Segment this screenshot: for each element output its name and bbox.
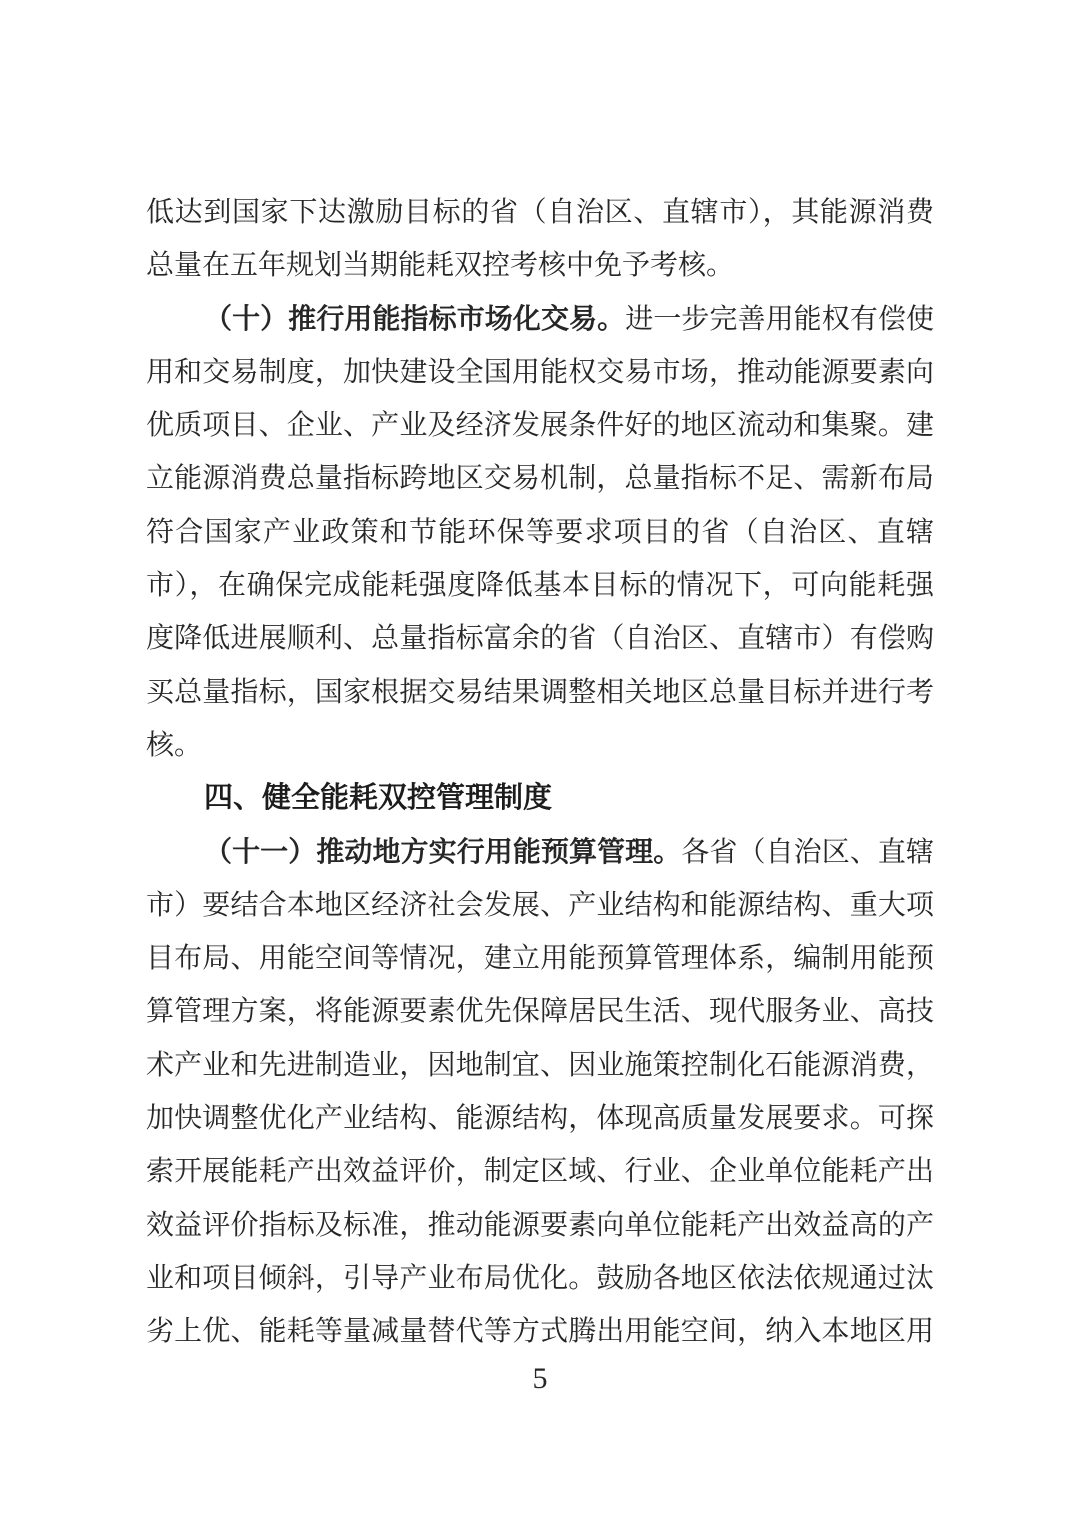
text-line xyxy=(146,932,934,985)
text-line xyxy=(146,666,934,719)
text-segment: 效益评价指标及标准，推动能源要素向单位能耗产出效益高的产 xyxy=(146,1209,934,1241)
text-line xyxy=(146,719,934,772)
text-line xyxy=(146,985,934,1038)
text-segment: 核。 xyxy=(146,729,203,761)
text-line xyxy=(146,826,934,879)
text-segment: 进一步完善用能权有偿使 xyxy=(625,303,934,335)
text-line xyxy=(146,1199,934,1252)
text-segment: 加快调整优化产业结构、能源结构，体现高质量发展要求。可探 xyxy=(146,1103,934,1135)
text-segment: 度降低进展顺利、总量指标富余的省（自治区、直辖市）有偿购 xyxy=(146,623,934,655)
text-line xyxy=(146,186,934,239)
text-line xyxy=(146,1092,934,1145)
text-line xyxy=(146,1039,934,1092)
text-segment: 索开展能耗产出效益评价，制定区域、行业、企业单位能耗产出 xyxy=(146,1156,934,1188)
text-line xyxy=(146,506,934,559)
document-body xyxy=(146,186,934,1359)
section-heading xyxy=(146,772,934,825)
text-segment: 劣上优、能耗等量减量替代等方式腾出用能空间，纳入本地区用 xyxy=(146,1316,934,1348)
text-line xyxy=(146,1252,934,1305)
text-segment: 各省（自治区、直辖 xyxy=(681,836,934,868)
text-line xyxy=(146,1305,934,1358)
bold-lead-segment: 四、健全能耗双控管理制度 xyxy=(204,782,553,815)
text-line xyxy=(146,879,934,932)
text-segment: 目布局、用能空间等情况，建立用能预算管理体系，编制用能预 xyxy=(146,943,934,975)
bold-lead-segment: （十）推行用能指标市场化交易。 xyxy=(204,303,626,335)
text-segment: 市）要结合本地区经济社会发展、产业结构和能源结构、重大项 xyxy=(146,889,934,921)
text-line xyxy=(146,452,934,505)
text-segment: 算管理方案，将能源要素优先保障居民生活、现代服务业、高技 xyxy=(146,996,934,1028)
text-segment: 优质项目、企业、产业及经济发展条件好的地区流动和集聚。建 xyxy=(146,410,934,442)
text-line xyxy=(146,559,934,612)
text-segment: 低达到国家下达激励目标的省（自治区、直辖市），其能源消费 xyxy=(146,197,934,228)
text-line xyxy=(146,293,934,346)
page-number: 5 xyxy=(532,1362,548,1395)
text-segment: 立能源消费总量指标跨地区交易机制，总量指标不足、需新布局 xyxy=(146,463,934,495)
text-segment: 术产业和先进制造业，因地制宜、因业施策控制化石能源消费， xyxy=(146,1049,934,1081)
text-segment: 买总量指标，国家根据交易结果调整相关地区总量目标并进行考 xyxy=(146,676,934,708)
text-line xyxy=(146,612,934,665)
text-line xyxy=(146,239,934,292)
text-segment: 总量在五年规划当期能耗双控考核中免予考核。 xyxy=(146,250,735,282)
text-line xyxy=(146,399,934,452)
text-segment: 业和项目倾斜，引导产业布局优化。鼓励各地区依法依规通过汰 xyxy=(146,1262,934,1294)
text-segment: 用和交易制度，加快建设全国用能权交易市场，推动能源要素向 xyxy=(146,356,934,388)
bold-lead-segment: （十一）推动地方实行用能预算管理。 xyxy=(204,836,682,868)
text-segment: 符合国家产业政策和节能环保等要求项目的省（自治区、直辖 xyxy=(146,516,934,548)
text-line xyxy=(146,1145,934,1198)
text-segment: 市），在确保完成能耗强度降低基本目标的情况下，可向能耗强 xyxy=(146,570,934,602)
text-line xyxy=(146,346,934,399)
